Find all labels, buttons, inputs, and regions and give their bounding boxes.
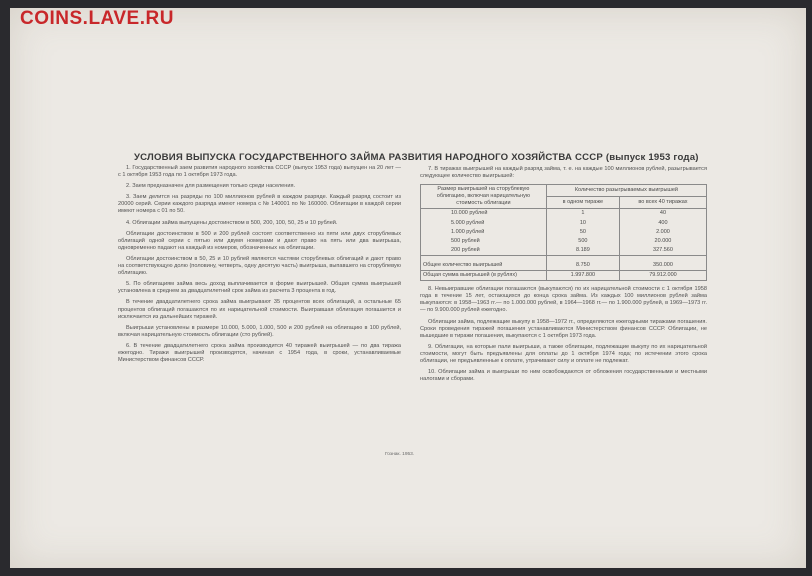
paragraph: 4. Облигации займа выпущены достоинством в 500, 200, 100, 50, 25 и 10 рублей. <box>126 219 338 226</box>
table-row: 1.000 рублей 50 2.000 <box>421 228 707 237</box>
paragraph: 2. Заем предназначен для размещения только среди населения. <box>126 183 296 190</box>
paragraph: 5. По облигациям займа весь доход выплачивается в форме выигрышей. Общая сумма выигрышей установлена в среднем за двадцатилетний срок займа из расчета 3 процента в год. <box>118 281 401 295</box>
right-column <box>420 166 707 387</box>
paragraph: 10. Облигации займа и выигрыши по ним освобождаются от обложения государственными и местными налогами и сборами. <box>420 369 707 383</box>
paragraph: 9. Облигации, на которые пали выигрыши, а также облигации, подлежащие выкупу по их нарицательной стоимости, могут быть предъявлены для оплаты до 1 октября 1974 года; по истечении этого срока облигации, не предъявленные к оплате, утрачивают силу и оплате не подлежат. <box>420 343 707 364</box>
printer-imprint: Гознак. 1953. <box>385 452 415 457</box>
watermark: COINS.LAVE.RU <box>20 8 174 29</box>
paragraph: Облигации достоинством в 500 и 200 рублей состоят соответственно из пяти или двух сторублевых облигаций одной серии с пятью или двумя номерами и дают право на пять или два выигрыша, одновременно падают на каждый из номеров, обозначенных на облигации. <box>118 230 401 251</box>
table-header-count: Количество разыгрываемых выигрышей <box>546 185 706 197</box>
table-header-size: Размер выигрышей на сторублевую облигацию, включая нарицательную стоимость облигации <box>421 185 547 209</box>
paragraph: Облигации достоинством в 50, 25 и 10 рублей являются частями сторублевых облигаций и дают право на соответствующую долю (половину, четверть, одну десятую часть) выигрыша, выпавшего на сторублевую облигацию. <box>118 255 401 277</box>
left-column <box>118 165 401 368</box>
winnings-table <box>420 184 707 281</box>
paragraph: 6. В течение двадцатилетнего срока займа производится 40 тиражей выигрышей — по два тиража ежегодно. Тиражи выигрышей производятся, начиная с 1954 года, в сроки, устанавливаемые Министерством финансов СССР. <box>118 342 401 364</box>
table-row: 5.000 рублей 10 400 <box>421 219 707 228</box>
document-title: УСЛОВИЯ ВЫПУСКА ГОСУДАРСТВЕННОГО ЗАЙМА РАЗВИТИЯ НАРОДНОГО ХОЗЯЙСТВА СССР (выпуск 1953 года) <box>134 152 699 163</box>
paragraph: 3. Заем делится на разряды по 100 миллионов рублей в каждом разряде. Каждый разряд состоит из 20000 серий. Серии каждого разряда имеют номера с № 140001 по № 160000. Облигации в каждой серии имеют номера с 01 по 50. <box>118 194 401 215</box>
table-header-all-draws: во всех 40 тиражах <box>619 197 706 209</box>
paragraph: 8. Невыигравшие облигации погашаются (выкупаются) по их нарицательной стоимости с 1 октября 1958 года в течение 15 лет, остающихся до конца срока займа. Из каждых 100 миллионов рублей займа выкупаются: в 1958—1963 гг.— по 1.000.000 рублей, в 1964—1968 гг.— по 1.900.000 рублей, в 1969—1973 гг.— по 9.900.000 рублей ежегодно. <box>420 286 707 314</box>
paragraph: В течение двадцатилетнего срока займа выигрывают 35 процентов всех облигаций, а остальные 65 процентов облигаций погашаются по их нарицательной стоимости. Выигравшая облигация погашается и исключается из дальнейших тиражей. <box>118 299 401 320</box>
table-row: 500 рублей 500 20.000 <box>421 237 707 246</box>
paragraph: Выигрыши установлены в размере 10.000, 5.000, 1.000, 500 и 200 рублей на облигацию в 100 рублей, включая нарицательную стоимость облигации (сто рублей). <box>118 324 401 338</box>
table-row: 200 рублей 8.189 327.560 <box>421 246 707 256</box>
paragraph: 1. Государственный заем развития народного хозяйства СССР (выпуск 1953 года) выпущен на 20 лет — с 1 октября 1953 года по 1 октября 1973 года. <box>118 165 401 179</box>
table-row: 10.000 рублей 1 40 <box>421 209 707 219</box>
table-header-one-draw: в одном тираже <box>546 197 619 209</box>
paragraph: Облигации займа, подлежащие выкупу в 1958—1972 гг., определяются ежегодными тиражами погашения. Сроки проведения тиражей погашения устанавливаются Министерством финансов СССР. Облигации, не вышедшие в тиражи погашения, выкупаются с 1 октября 1973 года. <box>420 318 707 339</box>
paragraph: 7. В тиражах выигрышей на каждый разряд займа, т. е. на каждые 100 миллионов рублей, разыгрывается следующее количество выигрышей: <box>420 166 707 180</box>
table-total-sum-row: Общая сумма выигрышей (в рублях) 1.997.800 79.912.000 <box>421 271 707 281</box>
table-total-count-row: Общее количество выигрышей 8.750 350.000 <box>421 255 707 270</box>
